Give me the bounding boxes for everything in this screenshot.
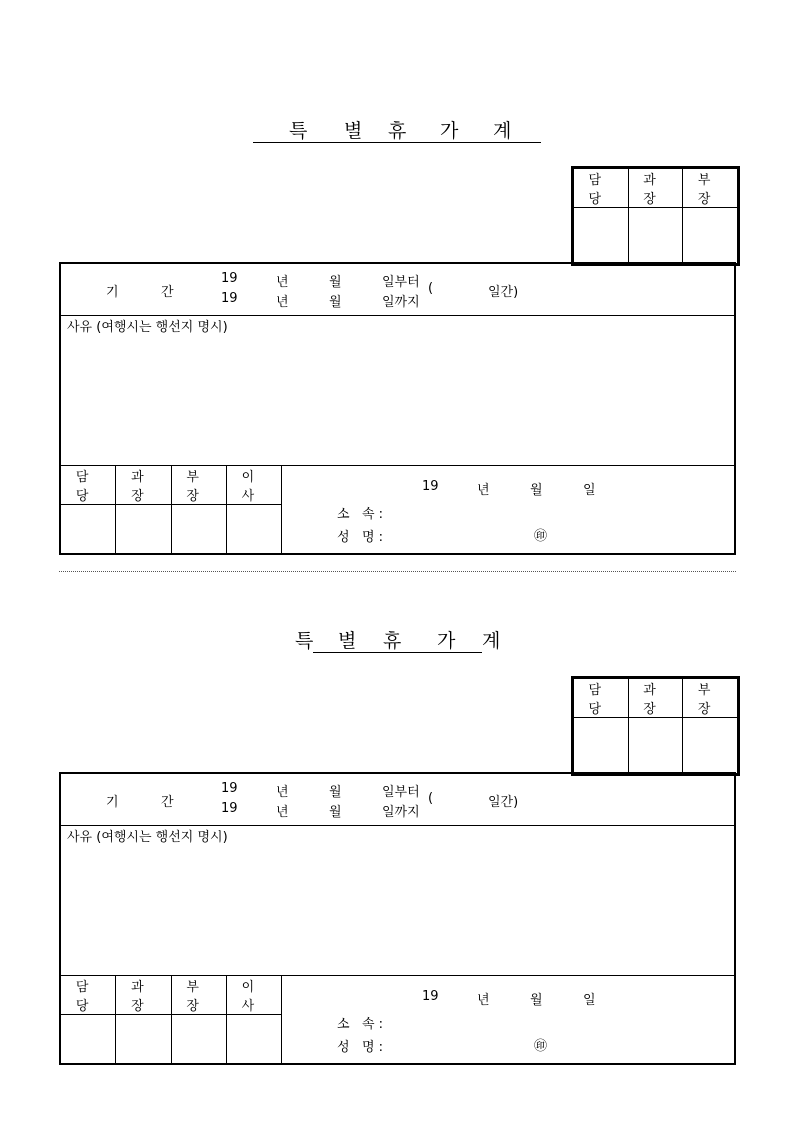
paren-open: ( <box>428 791 434 806</box>
month-unit: 월 <box>329 275 342 290</box>
month-unit: 월 <box>329 295 342 310</box>
period-label: 기 <box>106 285 119 300</box>
approval-header: 과 장 <box>628 679 683 718</box>
signature-cell[interactable] <box>226 505 281 556</box>
signature-cell[interactable] <box>226 1015 281 1066</box>
approval-box-bottom <box>61 466 282 555</box>
signature-cell[interactable] <box>683 718 738 774</box>
approval-header: 담 당 <box>61 976 116 1015</box>
cut-line <box>59 571 736 572</box>
day-to-unit: 일까지 <box>382 295 420 310</box>
period-label: 간 <box>161 285 174 300</box>
approval-box-top <box>571 676 740 776</box>
leave-form-1 <box>0 116 794 576</box>
day-from-unit: 일부터 <box>382 785 420 800</box>
title-underline <box>253 142 541 143</box>
to-year[interactable]: 19 <box>221 291 238 306</box>
signature-cell[interactable] <box>61 1015 116 1066</box>
date-day-unit: 일 <box>583 993 596 1008</box>
reason-field[interactable] <box>61 316 734 466</box>
date-year[interactable]: 19 <box>422 479 439 494</box>
paren-open: ( <box>428 281 434 296</box>
seal-mark: ㊞ <box>534 529 548 544</box>
days-unit: 일간) <box>488 285 519 300</box>
signature-cell[interactable] <box>171 505 226 556</box>
date-month-unit: 월 <box>530 993 543 1008</box>
day-from-unit: 일부터 <box>382 275 420 290</box>
affiliation-label: 소 속 : <box>337 507 384 522</box>
form-body <box>59 772 736 1065</box>
year-unit: 년 <box>276 785 289 800</box>
approval-header: 이 사 <box>226 976 281 1015</box>
applicant-section <box>282 976 736 1065</box>
signature-cell[interactable] <box>116 505 171 556</box>
title-char: 별 <box>338 630 357 652</box>
form-title <box>253 626 541 652</box>
approval-header: 부 장 <box>171 466 226 505</box>
approval-header: 과 장 <box>116 976 171 1015</box>
month-unit: 월 <box>329 805 342 820</box>
days-unit: 일간) <box>488 795 519 810</box>
day-to-unit: 일까지 <box>382 805 420 820</box>
title-char: 가 <box>440 120 459 142</box>
approval-box-top <box>571 166 740 266</box>
approval-header: 이 사 <box>226 466 281 505</box>
title-char: 계 <box>482 630 501 652</box>
signature-cell[interactable] <box>628 718 683 774</box>
applicant-section <box>282 466 736 555</box>
approval-header: 부 장 <box>683 679 738 718</box>
from-year[interactable]: 19 <box>221 271 238 286</box>
year-unit: 년 <box>276 295 289 310</box>
reason-label: 사유 (여행시는 행선지 명시) <box>67 320 228 335</box>
signature-cell[interactable] <box>574 718 629 774</box>
signature-cell[interactable] <box>116 1015 171 1066</box>
period-label: 기 <box>106 795 119 810</box>
to-year[interactable]: 19 <box>221 801 238 816</box>
title-char: 계 <box>493 120 512 142</box>
title-char: 특 <box>289 120 308 142</box>
seal-mark: ㊞ <box>534 1039 548 1054</box>
date-month-unit: 월 <box>530 483 543 498</box>
title-char: 휴 <box>388 120 407 142</box>
title-underline <box>313 652 482 653</box>
signature-cell[interactable] <box>171 1015 226 1066</box>
bottom-section <box>61 976 734 1065</box>
period-row <box>61 774 734 826</box>
title-char: 가 <box>437 630 456 652</box>
year-unit: 년 <box>276 275 289 290</box>
bottom-section <box>61 466 734 555</box>
date-year-unit: 년 <box>477 993 490 1008</box>
year-unit: 년 <box>276 805 289 820</box>
approval-header: 담 당 <box>574 169 629 208</box>
date-year[interactable]: 19 <box>422 989 439 1004</box>
approval-header: 과 장 <box>116 466 171 505</box>
approval-header: 과 장 <box>628 169 683 208</box>
approval-header: 담 당 <box>574 679 629 718</box>
form-title <box>253 116 541 142</box>
title-char: 특 <box>295 630 314 652</box>
period-row <box>61 264 734 316</box>
title-char: 휴 <box>383 630 402 652</box>
approval-header: 부 장 <box>171 976 226 1015</box>
reason-label: 사유 (여행시는 행선지 명시) <box>67 830 228 845</box>
date-year-unit: 년 <box>477 483 490 498</box>
reason-field[interactable] <box>61 826 734 976</box>
signature-cell[interactable] <box>628 208 683 264</box>
from-year[interactable]: 19 <box>221 781 238 796</box>
name-label: 성 명 : <box>337 1040 384 1055</box>
name-label: 성 명 : <box>337 530 384 545</box>
approval-box-bottom <box>61 976 282 1065</box>
date-day-unit: 일 <box>583 483 596 498</box>
affiliation-label: 소 속 : <box>337 1017 384 1032</box>
signature-cell[interactable] <box>683 208 738 264</box>
approval-header: 부 장 <box>683 169 738 208</box>
approval-header: 담 당 <box>61 466 116 505</box>
period-label: 간 <box>161 795 174 810</box>
signature-cell[interactable] <box>61 505 116 556</box>
title-char: 별 <box>344 120 363 142</box>
form-body <box>59 262 736 555</box>
month-unit: 월 <box>329 785 342 800</box>
signature-cell[interactable] <box>574 208 629 264</box>
leave-form-2 <box>0 626 794 1086</box>
